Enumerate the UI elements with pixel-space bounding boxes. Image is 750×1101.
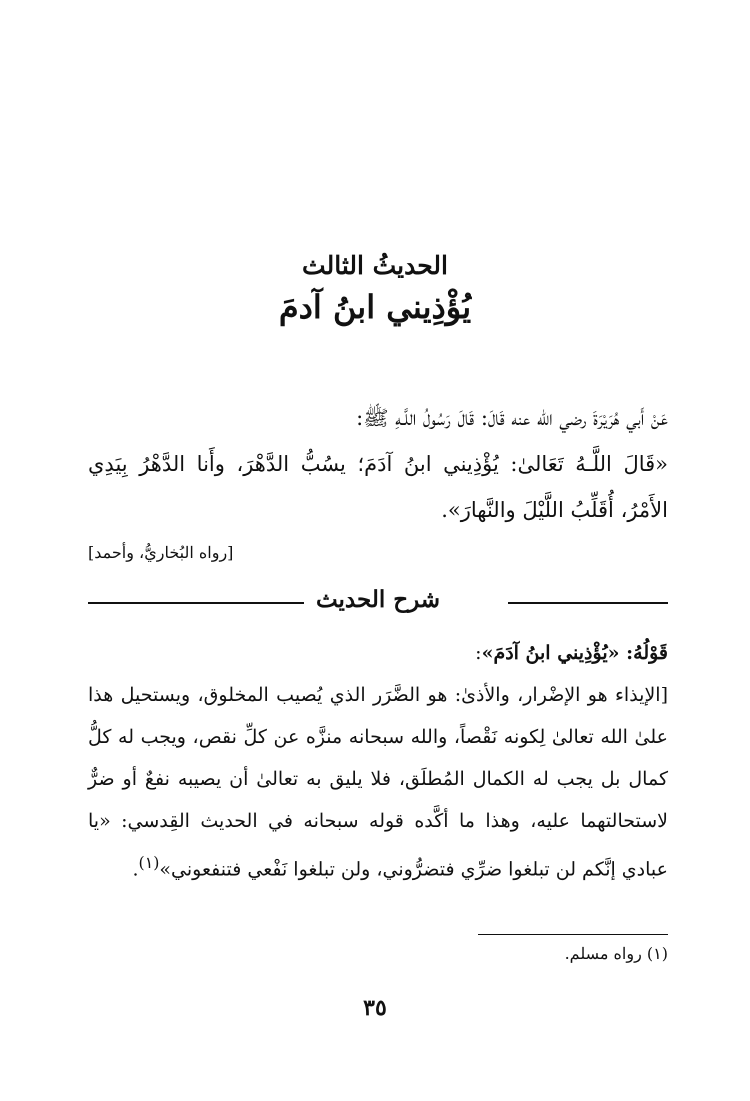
hadith-number-heading: الحديثُ الثالث	[302, 251, 448, 280]
footnote-separator	[478, 934, 668, 935]
commentary-end: .	[132, 858, 139, 881]
hadith-source: [رواه البُخاريُّ، وأحمد]	[88, 543, 234, 562]
commentary-lead	[88, 632, 668, 674]
section-heading	[88, 582, 668, 618]
lead-separator: :	[475, 642, 482, 664]
footnote: (١) رواه مسلم.	[564, 944, 668, 963]
hadith-text: «قَالَ اللَّـهُ تَعَالىٰ: يُؤْذِيني ابنُ آدَمَ؛ يسُبُّ الدَّهْرَ، وأَنا الدَّهْرُ بِيَدِي الأَمْرُ، أُقَلِّبُ اللَّيْلَ والنَّهارَ».	[88, 452, 668, 522]
heading-rule-left	[88, 602, 304, 604]
hadith-block	[88, 395, 668, 533]
section-title: شرح الحديث	[315, 586, 441, 613]
lead-quote: قَوْلُهُ: «يُؤْذِيني ابنُ آدَمَ»	[481, 642, 668, 664]
commentary-block	[88, 632, 668, 890]
footnote-reference: (١)	[138, 853, 160, 872]
commentary-body	[88, 674, 668, 890]
page-number: ٣٥	[363, 995, 387, 1021]
commentary-text: [الإيذاء هو الإضْرار، والأذىٰ: هو الضَّرَر الذي يُصيب المخلوق، ويستحيل هذا علىٰ الله تعالىٰ لِكونه نَقْصاً، والله سبحانه منزَّه عن كلِّ نقص، ويجب له كلُّ كمال بل يجب له الكمال المُطلَق، فلا يليق به تعالىٰ أن يصيبه نفعٌ أو ضرٌّ لاستحالتهما عليه، وهذا ما أكَّده قوله سبحانه في الحديث القِدسي: «يا عبادي إنَّكم لن تبلغوا ضرِّي فتضرُّوني، ولن تبلغوا نَفْعي فتنفعوني»	[88, 684, 668, 881]
narrator-line: عَنْ أَبي هُرَيْرَةَ رضي الله عنه قَالَ: قَالَ رَسُولُ اللَّـهِ ﷺ:	[356, 406, 668, 430]
hadith-title: يُؤْذِيني ابنُ آدمَ	[278, 288, 472, 326]
